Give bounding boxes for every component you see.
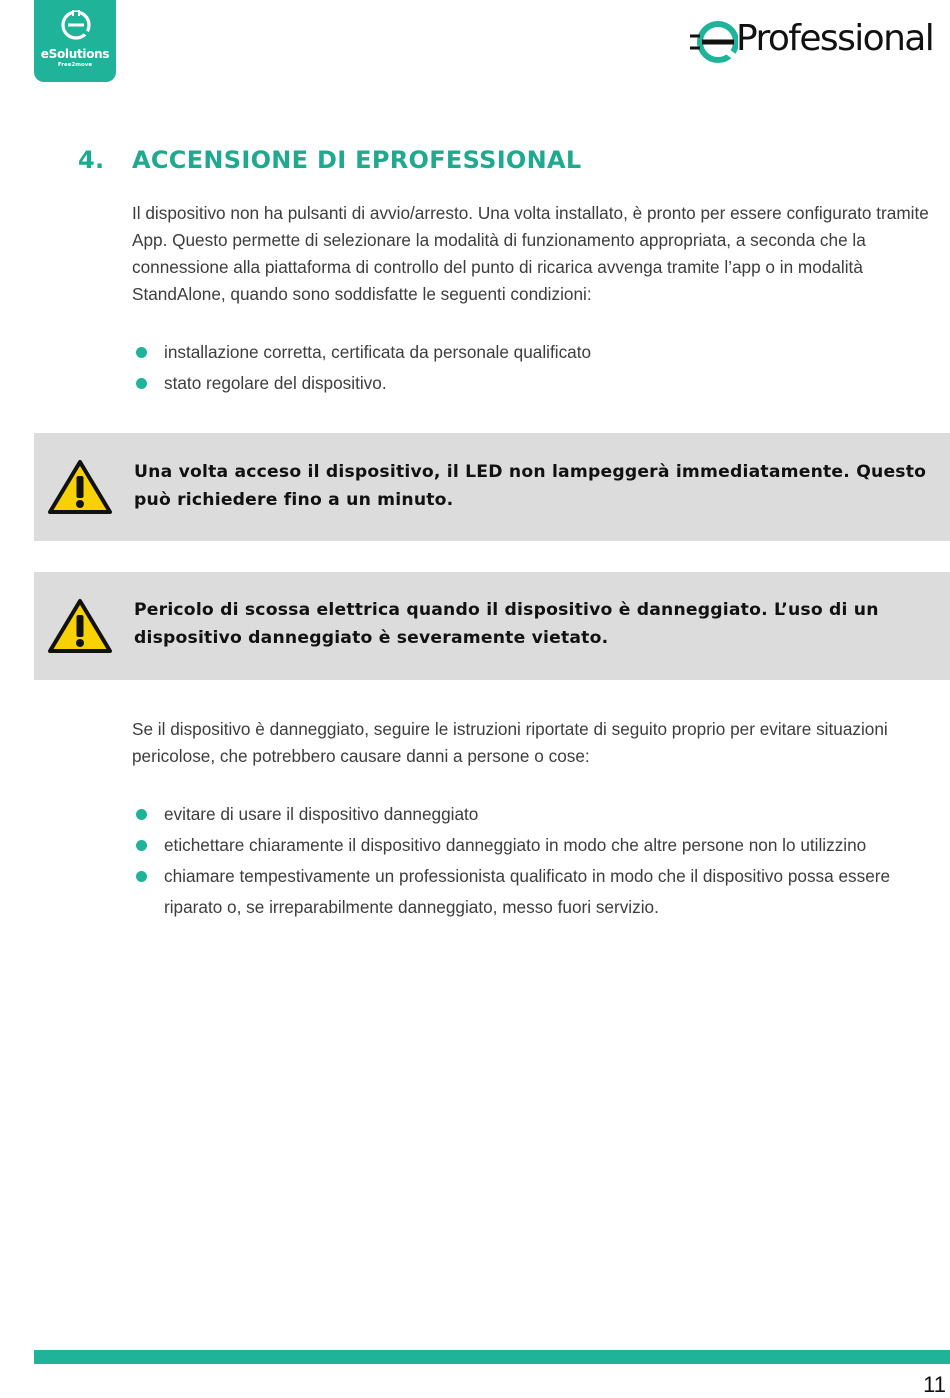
warning-triangle-icon — [47, 598, 113, 654]
bullet-dot — [136, 840, 147, 851]
damaged-paragraph: Se il dispositivo è danneggiato, seguire le istruzioni riportate di seguito proprio per evitare situazioni pericolose, che potrebbero causare danni a persone o cose: — [132, 719, 888, 766]
list-item: chiamare tempestivamente un professionista qualificato in modo che il dispositivo possa essere riparato o, se irreparabilmente danneggiato, messo fuori servizio. — [132, 861, 950, 923]
bullet-dot — [136, 871, 147, 882]
logo-sub-text: Free2move — [57, 62, 93, 68]
bullet-dot — [136, 809, 147, 820]
damaged-steps-list — [132, 799, 950, 923]
list-item: stato regolare del dispositivo. — [132, 368, 950, 399]
e-plug-icon — [59, 8, 93, 42]
eprofessional-logo — [688, 14, 950, 70]
logo-brand-text: Professional — [736, 18, 934, 59]
page-number: 11 — [923, 1372, 946, 1397]
section-title: ACCENSIONE DI EPROFESSIONAL — [132, 146, 582, 174]
conditions-list — [132, 337, 950, 399]
esolutions-logo — [34, 0, 116, 82]
list-item: etichettare chiaramente il dispositivo danneggiato in modo che altre persone non lo utilizzino — [132, 830, 950, 861]
warning-triangle-icon — [47, 459, 113, 515]
list-item: installazione corretta, certificata da personale qualificato — [132, 337, 950, 368]
footer-bar — [34, 1350, 950, 1364]
warning-text: Una volta acceso il dispositivo, il LED non lampeggerà immediatamente. Questo può richiedere fino a un minuto. — [134, 462, 927, 510]
intro-paragraph: Il dispositivo non ha pulsanti di avvio/arresto. Una volta installato, è pronto per essere configurato tramite App. Questo permette di selezionare la modalità di funzionamento appropriata, a seconda che la connessione alla piattaforma di controllo del punto di ricarica avvenga tramite l’app o in modalità StandAlone, quando sono soddisfatte le seguenti condizioni: — [132, 203, 929, 304]
warning-box — [34, 433, 950, 541]
bullet-dot — [136, 347, 147, 358]
warning-text: Pericolo di scossa elettrica quando il dispositivo è danneggiato. L’uso di un dispositivo danneggiato è severamente vietato. — [134, 600, 879, 648]
bullet-dot — [136, 378, 147, 389]
warning-box — [34, 572, 950, 680]
logo-brand-text: eSolutions — [40, 47, 110, 61]
e-plug-icon — [688, 18, 738, 68]
list-item: evitare di usare il dispositivo danneggiato — [132, 799, 950, 830]
section-number: 4. — [78, 146, 105, 174]
